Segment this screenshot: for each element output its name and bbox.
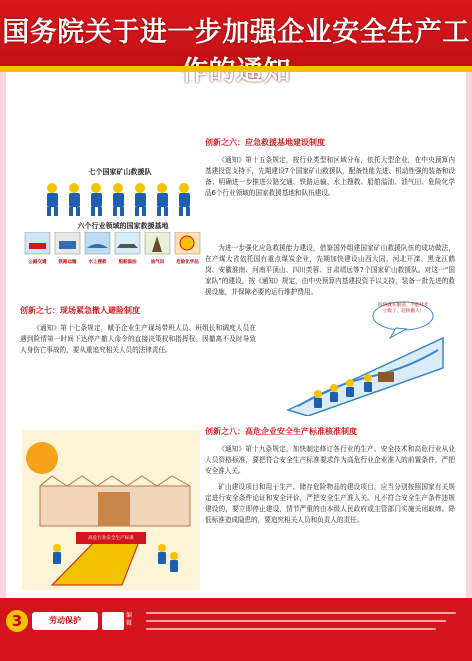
- industry-label: 铁路运输: [58, 260, 77, 265]
- standards-gate-illustration: [22, 430, 200, 590]
- section7-para1: 《通知》第十七条规定，赋予企业生产现场带班人员、班组长和调度人员在遇到险情第一时间下达停产撤人命令的直接决策权和指挥权。因撤离不及时导致人身伤亡事故的，要从重追究相关人员的法律责任。: [20, 324, 256, 354]
- publication-logo: 劳动保护: [32, 612, 98, 630]
- industry-label: 油气田: [150, 260, 165, 265]
- left-border: [0, 72, 6, 612]
- industry-label: 船舶溢油: [118, 260, 137, 265]
- section6-title: 创新之六：应急救援基地建设制度: [205, 138, 325, 147]
- industry-label: 水上搜救: [88, 260, 107, 265]
- evacuation-illustration: [278, 298, 450, 416]
- rescue-team-figures: [40, 178, 200, 218]
- editor-label: 编辑: [126, 612, 133, 627]
- industry-label: 公路交通: [28, 260, 47, 265]
- page-number: 3: [6, 610, 28, 632]
- section7-title: 创新之七：现场紧急撤人避险制度: [20, 306, 140, 315]
- banner-stripe: [0, 66, 472, 72]
- section6-para1: 《通知》第十五条规定，按行业类型和区域分布，依托大型企业，在中央预算内基建投资支持下，先期建设7个国家矿山救援队，配备性能先进、机动性强的装备和设备；明确进一步推进公路交通、铁路运输、水上搜救、船舶溢油、油气田、危险化学品6个行业领域的国家救援基地和队伍建设。: [205, 156, 455, 197]
- footer-credit-line: [146, 612, 456, 614]
- secondary-logo: [102, 612, 124, 630]
- footer-credit-line: [146, 620, 446, 622]
- section8-title: 创新之八：高危企业安全生产标准核准制度: [205, 427, 357, 436]
- figure1-title-top: 七个国家矿山救援队: [88, 167, 152, 176]
- industry-label: 危险化学品: [176, 260, 199, 265]
- footer-credit-line: [146, 628, 436, 630]
- standards-sign: 高危行业安全生产标准: [88, 536, 134, 541]
- speech-bubble: 险情就在眼前，不能让步上级了，赶快撤人！: [378, 303, 429, 314]
- page-title: 国务院关于进一步加强企业安全生产工: [2, 17, 470, 48]
- section8-para1: 《通知》第十九条规定，加快制定修订各行业的生产、安全技术和高危行业从业人员资格标准，要把符合安全生产标准要求作为高危行业企业准入的前置条件，严把安全准入关。: [205, 445, 455, 475]
- section8-para2: 矿山建设项目和用于生产、储存危险物品的建设项目，应当分别按照国家有关规定进行安全条件论证和安全评价，严把安全生产准入关。凡不符合安全生产条件违规建设的，要立即停止建设，情节严重的由本级人民政府或主管部门实施关闭取缔。降低标准造成隐患的，要追究相关人员和负责人的责任。: [205, 483, 455, 524]
- right-border: [466, 72, 472, 612]
- section6-para2: 为进一步强化应急救援能力建设，借鉴国外组建国家矿山救援队伍的成功做法，在产煤大省依托国有重点煤炭企业，先期加快建设山西大同、河北开滦、黑龙江鹤岗、安徽淮南、河南平顶山、四川芙蓉、甘肃靖远等7个国家矿山救援队。对这一“国家队”的建设，按《通知》规定，由中央预算内基建投资予以支持，装备一批先进的救援设施，并保障必要的运行维护费用。: [205, 244, 455, 296]
- industry-icons: [24, 232, 202, 268]
- figure1-title-bottom: 六个行业领域的国家救援基地: [77, 221, 169, 230]
